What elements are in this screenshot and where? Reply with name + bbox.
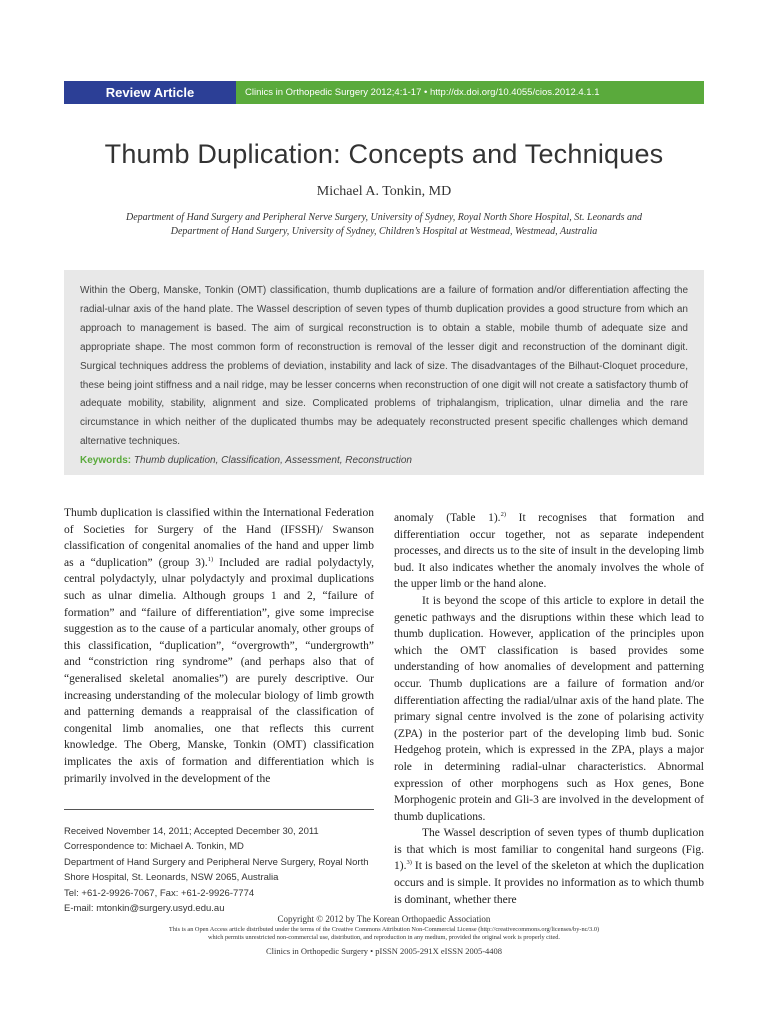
abstract-box: [64, 270, 704, 475]
citation-doi-link[interactable]: Clinics in Orthopedic Surgery 2012;4:1-17 • http://dx.doi.org/10.4055/cios.2012.4.1.1: [236, 81, 704, 104]
correspondence-email[interactable]: E-mail: mtonkin@surgery.usyd.edu.au: [64, 903, 225, 915]
license-text: [0, 926, 768, 942]
reference-marker[interactable]: 2): [500, 511, 506, 519]
correspondence-notes: [64, 824, 374, 916]
body-paragraph: anomaly (Table 1).$^{2)}$ It recognises that formation and differentiation occur together, not as separate independent processes, and directs us to the site of insult in the developing limb bud. It also indicates whether the anomaly involves the whole of the upper limb or the hand alone.: [394, 511, 704, 591]
keywords-text: Thumb duplication, Classification, Assessment, Reconstruction: [133, 455, 412, 467]
article-title: Thumb Duplication: Concepts and Techniques: [104, 139, 664, 169]
correspondence-dept-line-1: Department of Hand Surgery and Peripheral Nerve Surgery, Royal North: [64, 856, 369, 868]
footnote-divider: [64, 809, 374, 810]
reference-marker[interactable]: 1): [207, 555, 214, 563]
author-name: Michael A. Tonkin, MD: [316, 184, 452, 199]
body-paragraph: It is beyond the scope of this article to explore in detail the genetic pathways and the disruptions within these which lead to thumb duplication. However, application of the principles upon which the OMT classification is based provides some understanding of how anomalies of development and patterning occur. Thumb duplications are a failure of formation and/or differentiation affecting the radial/ulnar axis of the hand plate. The primary signal centre involved is the zone of polarising activity (ZPA) in the posterior part of the developing limb bud. Sonic Hedgehog protein, which is expressed in the ZPA, plays a major role in determining radial-ulnar characteristics. Abnormal expression of other morphogens such as Hox genes, Bone Morphogenic protein and Gli-3 are involved in the development of thumb duplications.: [394, 594, 704, 823]
body-column-left: [64, 505, 374, 787]
article-type-label: Review Article: [64, 81, 236, 104]
journal-header-bar: [64, 81, 704, 104]
correspondence-phone: Tel: +61-2-9926-7067, Fax: +61-2-9926-7774: [64, 887, 255, 899]
license-line-2: which permits unrestricted non-commercial use, distribution, and reproduction in any medium, provided the original work is properly cited.: [207, 934, 560, 941]
body-paragraph: Thumb duplication is classified within the International Federation of Societies for Surgery of the Hand (IFSSH)/ Swanson classification of congenital anomalies of the hand and upper limb as a “duplication” (group 3).$^{1)}$ Included are radial polydactyly, central polydactyly, ulnar polydactyly and proximal duplications such as ulnar dimelia. Although groups 1 and 2, “failure of formation” and “failure of differentiation”, give some imprecise suggestion as to the cause of a particular anomaly, other groups of this classification, “duplication”, “overgrowth”, “undergrowth” and “constriction ring syndrome” (and perhaps also that of “generalised skeletal anomalies”) are purely descriptive. Our increasing understanding of the molecular biology of limb growth and patterning demands a reappraisal of the classification of congenital limb anomalies, one that reflects this current knowledge. The Oberg, Manske, Tonkin (OMT) classification implicates the axis of formation and differentiation which is primarily involved in the development of the: [64, 507, 375, 785]
affiliation-line-1: Department of Hand Surgery and Peripheral Nerve Surgery, University of Sydney, Royal North Shore Hospital, St. Leonards and: [126, 212, 642, 223]
correspondence-dept-line-2: Shore Hospital, St. Leonards, NSW 2065, Australia: [64, 872, 279, 884]
abstract-text: Within the Oberg, Manske, Tonkin (OMT) classification, thumb duplications are a failure of formation and/or differentiation affecting the radial-ulnar axis of the hand plate. The Wassel description of seven types of thumb duplication provides a good structure from which an approach to management is based. The aim of surgical reconstruction is to obtain a stable, mobile thumb of adequate size and appropriate shape. The most common form of reconstruction is removal of the lesser digit and reconstruction of the dominant digit. Surgical techniques address the problems of deviation, instability and lack of size. The disadvantages of the Bilhaut-Cloquet procedure, these being joint stiffness and a nail ridge, may be lesser concerns when reconstruction of one digit will not create a satisfactory thumb of adequate mobility, stability, alignment and size. Complicated problems of triphalangism, triplication, ulnar dimelia and the rare circumstance in which neither of the duplicated thumbs may be adequately reconstructed present specific challenges which demand alternative techniques.: [80, 285, 688, 448]
body-paragraph: The Wassel description of seven types of thumb duplication is that which is most familiar to congenital hand surgeons (Fig. 1).$^{3)}$ It is based on the level of the skeleton at which the duplication occurs and is simple. It provides no information as to which thumb is dominant, whether there: [394, 827, 704, 906]
keywords-line: [80, 452, 688, 470]
issn-line: Clinics in Orthopedic Surgery • pISSN 2005-291X eISSN 2005-4408: [265, 946, 503, 956]
affiliation-line-2: Department of Hand Surgery, University of Sydney, Children’s Hospital at Westmead, Westmead, Australia: [170, 225, 598, 237]
copyright-line: Copyright © 2012 by The Korean Orthopaedic Association: [277, 914, 491, 924]
keywords-label: Keywords:: [80, 455, 132, 467]
affiliation: [90, 211, 678, 238]
received-date: Received November 14, 2011; Accepted December 30, 2011: [64, 826, 319, 837]
body-column-right: [394, 510, 704, 908]
license-line-1: This is an Open Access article distributed under the terms of the Creative Commons Attribution Non-Commercial License (http://creativecommons.org/licenses/by-nc/3.0): [168, 926, 600, 933]
reference-marker[interactable]: 3): [406, 859, 412, 867]
correspondence-author: Correspondence to: Michael A. Tonkin, MD: [64, 841, 244, 853]
